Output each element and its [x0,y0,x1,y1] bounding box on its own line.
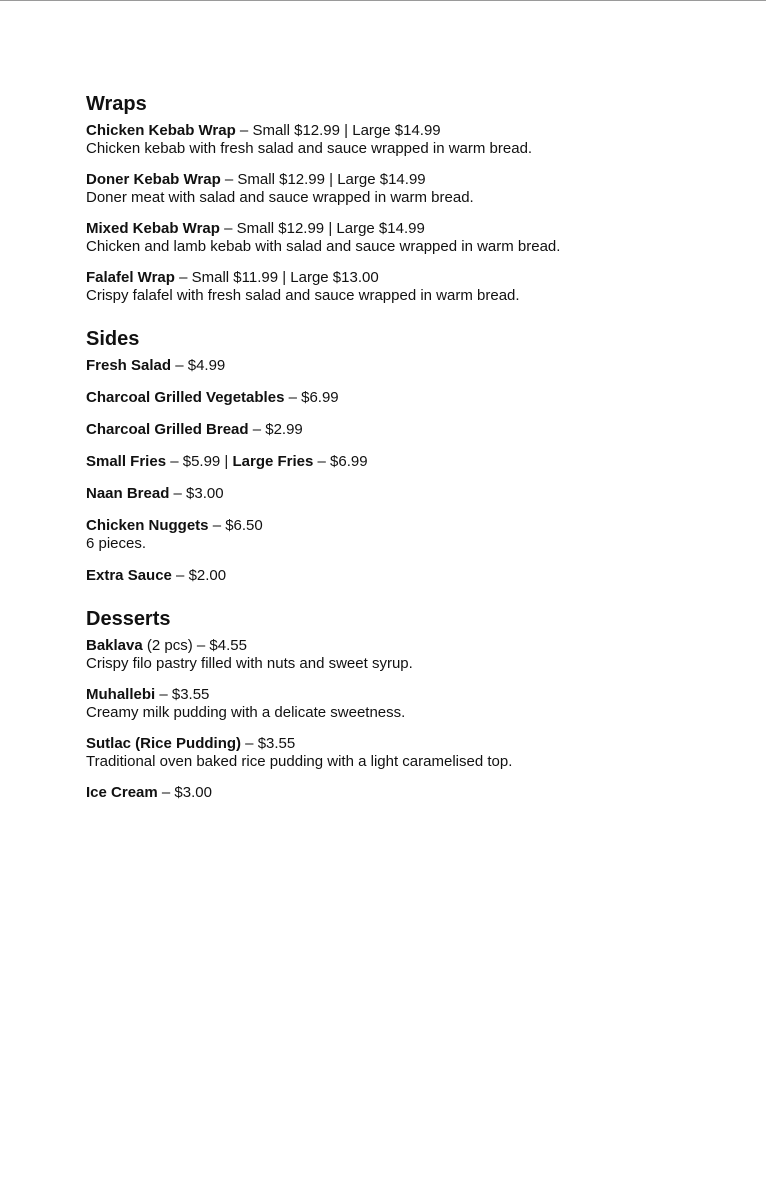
item-name: Large Fries [232,453,314,470]
item-line [86,735,726,753]
top-divider [0,0,766,1]
item-name: Extra Sauce [86,567,172,584]
menu-item [86,735,726,771]
section-title: Desserts [86,608,171,630]
menu-item [86,784,726,802]
item-name: Ice Cream [86,784,158,801]
item-name: Muhallebi [86,686,156,703]
item-name: Sutlac (Rice Pudding) [86,735,242,752]
item-line [86,122,726,140]
item-price: – $4.99 [171,357,226,374]
menu-item [86,567,726,585]
item-line [86,784,726,802]
item-description: Doner meat with salad and sauce wrapped in warm bread. [86,189,474,206]
menu-item [86,637,726,673]
section-sides [86,327,726,585]
item-line [86,567,726,585]
item-line [86,485,726,503]
item-name: Mixed Kebab Wrap [86,220,220,237]
item-name: Baklava [86,637,143,654]
item-price: – Small $12.99 | Large $14.99 [220,171,426,188]
item-line [86,421,726,439]
section-title: Sides [86,328,140,350]
menu-item [86,421,726,439]
item-price: – $2.00 [171,567,227,584]
item-description: Traditional oven baked rice pudding with a light caramelised top. [86,753,513,770]
menu-page [86,92,726,802]
menu-item [86,389,726,407]
item-price: – $2.99 [248,421,303,438]
item-name: Chicken Kebab Wrap [86,122,236,139]
section-wraps [86,92,726,305]
item-line [86,453,726,471]
item-name: Doner Kebab Wrap [86,171,221,188]
item-price: (2 pcs) – $4.55 [142,637,247,654]
menu-item [86,269,726,305]
item-line [86,637,726,655]
menu-item [86,485,726,503]
menu-item [86,686,726,722]
item-name: Naan Bread [86,485,170,502]
item-price: – $3.55 [241,735,296,752]
item-name: Small Fries [86,453,167,470]
item-description: Creamy milk pudding with a delicate sweetness. [86,704,406,721]
item-line [86,389,726,407]
menu-item [86,171,726,207]
item-description: Chicken and lamb kebab with salad and sauce wrapped in warm bread. [86,238,561,255]
item-price: – $5.99 | [166,453,233,470]
menu-item [86,357,726,375]
item-line [86,517,726,535]
menu-item [86,517,726,553]
menu-item [86,122,726,158]
item-price: – $3.55 [155,686,210,703]
item-name: Fresh Salad [86,357,172,374]
item-price: – $3.00 [169,485,224,502]
item-description: Crispy falafel with fresh salad and sauce wrapped in warm bread. [86,287,520,304]
item-price: – $3.00 [157,784,212,801]
menu-item [86,220,726,256]
item-name: Charcoal Grilled Vegetables [86,389,285,406]
item-price: – Small $11.99 | Large $13.00 [174,269,379,286]
item-price: – Small $12.99 | Large $14.99 [235,122,441,139]
item-price: – $6.50 [208,517,263,534]
item-line [86,357,726,375]
item-line [86,686,726,704]
item-name: Charcoal Grilled Bread [86,421,249,438]
section-desserts [86,607,726,802]
item-name: Falafel Wrap [86,269,175,286]
item-price: – Small $12.99 | Large $14.99 [219,220,425,237]
item-name: Chicken Nuggets [86,517,209,534]
item-description: 6 pieces. [86,535,147,552]
item-price: – $6.99 [313,453,368,470]
menu-item [86,453,726,471]
item-line [86,220,726,238]
item-description: Crispy filo pastry filled with nuts and sweet syrup. [86,655,413,672]
item-line [86,171,726,189]
item-line [86,269,726,287]
section-title: Wraps [86,93,147,115]
item-price: – $6.99 [284,389,339,406]
item-description: Chicken kebab with fresh salad and sauce wrapped in warm bread. [86,140,533,157]
